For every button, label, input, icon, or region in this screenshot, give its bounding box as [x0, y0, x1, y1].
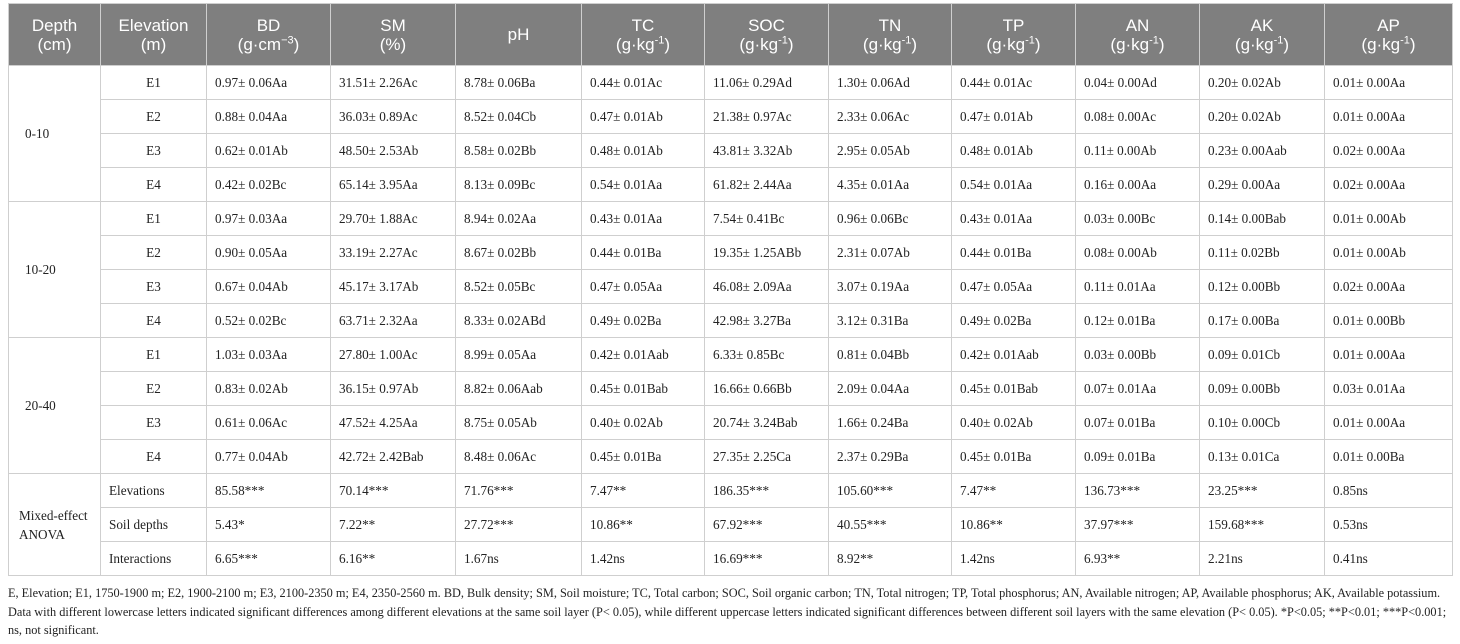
- column-header-unit: (m): [140, 34, 167, 54]
- value-cell: 0.43± 0.01Aa: [952, 202, 1076, 236]
- column-header: [1076, 4, 1200, 66]
- table-row: [9, 372, 1453, 406]
- value-cell: 0.44± 0.01Ba: [952, 236, 1076, 270]
- table-row: [9, 168, 1453, 202]
- value-cell: 0.49± 0.02Ba: [952, 304, 1076, 338]
- unit-close: ): [664, 34, 671, 54]
- elevation-cell: E3: [101, 406, 207, 440]
- unit-close: ): [1283, 34, 1290, 54]
- value-cell: 0.54± 0.01Aa: [952, 168, 1076, 202]
- value-cell: 8.94± 0.02Aa: [456, 202, 582, 236]
- value-cell: 0.01± 0.00Ab: [1325, 202, 1453, 236]
- value-cell: 4.35± 0.01Aa: [829, 168, 952, 202]
- table-header: [9, 4, 1453, 66]
- value-cell: 11.06± 0.29Ad: [705, 66, 829, 100]
- unit-base: (g·kg: [1110, 34, 1150, 54]
- value-cell: 31.51± 2.26Ac: [331, 66, 456, 100]
- elevation-cell: E2: [101, 236, 207, 270]
- value-cell: 0.42± 0.01Aab: [582, 338, 705, 372]
- table-footnote: E, Elevation; E1, 1750-1900 m; E2, 1900-2100 m; E3, 2100-2350 m; E4, 2350-2560 m. BD, Bulk density; SM, Soil moisture; TC, Total carbon; SOC, Soil organic carbon; TN, Total nitrogen; TP, Total phosphorus; AN, Available nitrogen; AP, Available phosphorus; AK, Available potassium. Data with different lowercase letters indicated significant differences among different elevations at the same soil layer (P< 0.05), while different uppercase letters indicated significant differences between different soil layers with the same elevation (P< 0.05). *P<0.05; **P<0.01; ***P<0.001; ns, not significant.: [8, 586, 1447, 637]
- column-header: [829, 4, 952, 66]
- value-cell: 36.15± 0.97Ab: [331, 372, 456, 406]
- anova-value-cell: 40.55***: [829, 508, 952, 542]
- anova-value-cell: 7.22**: [331, 508, 456, 542]
- table-row: [9, 202, 1453, 236]
- value-cell: 8.52± 0.05Bc: [456, 270, 582, 304]
- column-header-label: pH: [507, 25, 530, 44]
- unit-base: (g·cm: [237, 34, 282, 54]
- value-cell: 27.80± 1.00Ac: [331, 338, 456, 372]
- anova-value-cell: 6.65***: [207, 542, 331, 576]
- value-cell: 0.11± 0.02Bb: [1200, 236, 1325, 270]
- value-cell: 0.12± 0.01Ba: [1076, 304, 1200, 338]
- column-header-unit: [833, 35, 947, 54]
- value-cell: 0.08± 0.00Ab: [1076, 236, 1200, 270]
- elevation-cell: E4: [101, 168, 207, 202]
- column-header-unit: [709, 35, 824, 54]
- unit-close: ): [1409, 34, 1416, 54]
- value-cell: 0.07± 0.01Aa: [1076, 372, 1200, 406]
- value-cell: 0.03± 0.01Aa: [1325, 372, 1453, 406]
- anova-value-cell: 5.43*: [207, 508, 331, 542]
- anova-value-cell: 23.25***: [1200, 474, 1325, 508]
- table-row: [9, 236, 1453, 270]
- unit-exponent: -1: [654, 33, 665, 46]
- value-cell: 0.23± 0.00Aab: [1200, 134, 1325, 168]
- value-cell: 8.99± 0.05Aa: [456, 338, 582, 372]
- anova-row: [9, 542, 1453, 576]
- anova-value-cell: 136.73***: [1076, 474, 1200, 508]
- unit-exponent: -1: [1273, 33, 1284, 46]
- table-row: [9, 440, 1453, 474]
- soil-properties-table: [8, 3, 1453, 576]
- unit-base: (g·kg: [739, 34, 779, 54]
- value-cell: 0.45± 0.01Bab: [952, 372, 1076, 406]
- column-header: [1200, 4, 1325, 66]
- anova-value-cell: 8.92**: [829, 542, 952, 576]
- value-cell: 0.44± 0.01Ba: [582, 236, 705, 270]
- value-cell: 1.66± 0.24Ba: [829, 406, 952, 440]
- value-cell: 0.13± 0.01Ca: [1200, 440, 1325, 474]
- anova-value-cell: 0.85ns: [1325, 474, 1453, 508]
- unit-exponent: -1: [778, 33, 788, 46]
- value-cell: 1.30± 0.06Ad: [829, 66, 952, 100]
- column-header-unit: (%): [379, 34, 407, 54]
- value-cell: 0.43± 0.01Aa: [582, 202, 705, 236]
- anova-value-cell: 6.93**: [1076, 542, 1200, 576]
- value-cell: 8.33± 0.02ABd: [456, 304, 582, 338]
- column-header-label: AP: [1377, 15, 1400, 35]
- value-cell: 0.01± 0.00Ab: [1325, 236, 1453, 270]
- anova-value-cell: 7.47**: [582, 474, 705, 508]
- value-cell: 0.09± 0.01Ba: [1076, 440, 1200, 474]
- value-cell: 0.11± 0.00Ab: [1076, 134, 1200, 168]
- table-row: [9, 338, 1453, 372]
- value-cell: 2.31± 0.07Ab: [829, 236, 952, 270]
- value-cell: 0.61± 0.06Ac: [207, 406, 331, 440]
- value-cell: 0.45± 0.01Ba: [582, 440, 705, 474]
- unit-exponent: -1: [901, 33, 912, 46]
- value-cell: 0.20± 0.02Ab: [1200, 66, 1325, 100]
- value-cell: 2.37± 0.29Ba: [829, 440, 952, 474]
- anova-value-cell: 71.76***: [456, 474, 582, 508]
- column-header-unit: [956, 35, 1071, 54]
- value-cell: 0.90± 0.05Aa: [207, 236, 331, 270]
- unit-base: (g·kg: [615, 34, 655, 54]
- value-cell: 8.78± 0.06Ba: [456, 66, 582, 100]
- value-cell: 0.42± 0.01Aab: [952, 338, 1076, 372]
- anova-value-cell: 7.47**: [952, 474, 1076, 508]
- value-cell: 0.11± 0.01Aa: [1076, 270, 1200, 304]
- value-cell: 0.01± 0.00Ba: [1325, 440, 1453, 474]
- value-cell: 42.72± 2.42Bab: [331, 440, 456, 474]
- header-row: [9, 4, 1453, 66]
- elevation-cell: E2: [101, 100, 207, 134]
- anova-value-cell: 85.58***: [207, 474, 331, 508]
- value-cell: 3.12± 0.31Ba: [829, 304, 952, 338]
- anova-value-cell: 105.60***: [829, 474, 952, 508]
- value-cell: 0.54± 0.01Aa: [582, 168, 705, 202]
- column-header-unit: (cm): [37, 34, 72, 54]
- column-header: [101, 4, 207, 66]
- value-cell: 0.02± 0.00Aa: [1325, 168, 1453, 202]
- value-cell: 8.52± 0.04Cb: [456, 100, 582, 134]
- table-body: [9, 66, 1453, 576]
- column-header-label: TP: [1002, 15, 1025, 35]
- value-cell: 0.45± 0.01Bab: [582, 372, 705, 406]
- anova-value-cell: 159.68***: [1200, 508, 1325, 542]
- depth-cell: 0-10: [9, 66, 101, 202]
- column-header-label: SM: [380, 15, 406, 35]
- value-cell: 8.58± 0.02Bb: [456, 134, 582, 168]
- value-cell: 0.47± 0.01Ab: [582, 100, 705, 134]
- value-cell: 2.33± 0.06Ac: [829, 100, 952, 134]
- anova-value-cell: 67.92***: [705, 508, 829, 542]
- value-cell: 0.03± 0.00Bc: [1076, 202, 1200, 236]
- unit-exponent: -1: [1400, 33, 1410, 46]
- value-cell: 29.70± 1.88Ac: [331, 202, 456, 236]
- anova-factor-cell: Elevations: [101, 474, 207, 508]
- value-cell: 0.52± 0.02Bc: [207, 304, 331, 338]
- elevation-cell: E3: [101, 134, 207, 168]
- value-cell: 19.35± 1.25ABb: [705, 236, 829, 270]
- value-cell: 8.13± 0.09Bc: [456, 168, 582, 202]
- column-header: [1325, 4, 1453, 66]
- value-cell: 0.16± 0.00Aa: [1076, 168, 1200, 202]
- unit-close: ): [1034, 34, 1041, 54]
- anova-value-cell: 0.53ns: [1325, 508, 1453, 542]
- unit-exponent: −3: [281, 33, 294, 46]
- elevation-cell: E1: [101, 66, 207, 100]
- value-cell: 21.38± 0.97Ac: [705, 100, 829, 134]
- anova-label-cell: Mixed-effect ANOVA: [9, 474, 101, 576]
- value-cell: 8.75± 0.05Ab: [456, 406, 582, 440]
- column-header-unit: [586, 35, 700, 54]
- value-cell: 0.02± 0.00Aa: [1325, 270, 1453, 304]
- value-cell: 61.82± 2.44Aa: [705, 168, 829, 202]
- value-cell: 0.42± 0.02Bc: [207, 168, 331, 202]
- elevation-cell: E4: [101, 304, 207, 338]
- value-cell: 46.08± 2.09Aa: [705, 270, 829, 304]
- value-cell: 0.03± 0.00Bb: [1076, 338, 1200, 372]
- value-cell: 0.17± 0.00Ba: [1200, 304, 1325, 338]
- anova-value-cell: 37.97***: [1076, 508, 1200, 542]
- column-header: [952, 4, 1076, 66]
- value-cell: 27.35± 2.25Ca: [705, 440, 829, 474]
- column-header-label: AN: [1125, 15, 1150, 35]
- value-cell: 0.01± 0.00Aa: [1325, 100, 1453, 134]
- value-cell: 0.09± 0.00Bb: [1200, 372, 1325, 406]
- anova-value-cell: 16.69***: [705, 542, 829, 576]
- column-header: [582, 4, 705, 66]
- column-header-unit: [211, 35, 326, 54]
- value-cell: 3.07± 0.19Aa: [829, 270, 952, 304]
- value-cell: 0.07± 0.01Ba: [1076, 406, 1200, 440]
- value-cell: 2.95± 0.05Ab: [829, 134, 952, 168]
- table-row: [9, 406, 1453, 440]
- depth-cell: 10-20: [9, 202, 101, 338]
- value-cell: 1.03± 0.03Aa: [207, 338, 331, 372]
- value-cell: 0.08± 0.00Ac: [1076, 100, 1200, 134]
- unit-close: ): [293, 34, 300, 54]
- column-header-label: TN: [878, 15, 902, 35]
- value-cell: 0.14± 0.00Bab: [1200, 202, 1325, 236]
- value-cell: 0.40± 0.02Ab: [952, 406, 1076, 440]
- value-cell: 0.49± 0.02Ba: [582, 304, 705, 338]
- value-cell: 0.40± 0.02Ab: [582, 406, 705, 440]
- value-cell: 0.48± 0.01Ab: [952, 134, 1076, 168]
- anova-row: [9, 474, 1453, 508]
- value-cell: 0.47± 0.01Ab: [952, 100, 1076, 134]
- column-header-label: SOC: [748, 15, 785, 35]
- column-header-unit: [1329, 35, 1448, 54]
- column-header-label: Depth: [31, 15, 78, 35]
- value-cell: 0.02± 0.00Aa: [1325, 134, 1453, 168]
- value-cell: 33.19± 2.27Ac: [331, 236, 456, 270]
- value-cell: 0.47± 0.05Aa: [952, 270, 1076, 304]
- value-cell: 0.04± 0.00Ad: [1076, 66, 1200, 100]
- column-header-unit: [1080, 35, 1195, 54]
- unit-exponent: -1: [1025, 33, 1035, 46]
- unit-base: (g·kg: [862, 34, 902, 54]
- value-cell: 0.01± 0.00Bb: [1325, 304, 1453, 338]
- anova-value-cell: 2.21ns: [1200, 542, 1325, 576]
- anova-factor-cell: Soil depths: [101, 508, 207, 542]
- table-row: [9, 134, 1453, 168]
- anova-factor-cell: Interactions: [101, 542, 207, 576]
- value-cell: 0.67± 0.04Ab: [207, 270, 331, 304]
- unit-base: (g·kg: [986, 34, 1026, 54]
- column-header-label: AK: [1250, 15, 1274, 35]
- anova-value-cell: 70.14***: [331, 474, 456, 508]
- value-cell: 0.12± 0.00Bb: [1200, 270, 1325, 304]
- value-cell: 0.97± 0.03Aa: [207, 202, 331, 236]
- anova-value-cell: 27.72***: [456, 508, 582, 542]
- value-cell: 43.81± 3.32Ab: [705, 134, 829, 168]
- column-header: [705, 4, 829, 66]
- unit-base: (g·kg: [1361, 34, 1401, 54]
- value-cell: 0.09± 0.01Cb: [1200, 338, 1325, 372]
- value-cell: 0.01± 0.00Aa: [1325, 66, 1453, 100]
- anova-value-cell: 1.67ns: [456, 542, 582, 576]
- unit-close: ): [911, 34, 918, 54]
- value-cell: 2.09± 0.04Aa: [829, 372, 952, 406]
- value-cell: 47.52± 4.25Aa: [331, 406, 456, 440]
- unit-exponent: -1: [1149, 33, 1159, 46]
- elevation-cell: E4: [101, 440, 207, 474]
- elevation-cell: E2: [101, 372, 207, 406]
- value-cell: 0.10± 0.00Cb: [1200, 406, 1325, 440]
- value-cell: 0.83± 0.02Ab: [207, 372, 331, 406]
- value-cell: 16.66± 0.66Bb: [705, 372, 829, 406]
- value-cell: 8.48± 0.06Ac: [456, 440, 582, 474]
- value-cell: 7.54± 0.41Bc: [705, 202, 829, 236]
- value-cell: 0.29± 0.00Aa: [1200, 168, 1325, 202]
- value-cell: 0.01± 0.00Aa: [1325, 338, 1453, 372]
- value-cell: 0.48± 0.01Ab: [582, 134, 705, 168]
- value-cell: 8.82± 0.06Aab: [456, 372, 582, 406]
- value-cell: 48.50± 2.53Ab: [331, 134, 456, 168]
- anova-value-cell: 1.42ns: [952, 542, 1076, 576]
- unit-base: (g·kg: [1234, 34, 1274, 54]
- elevation-cell: E3: [101, 270, 207, 304]
- value-cell: 63.71± 2.32Aa: [331, 304, 456, 338]
- anova-value-cell: 0.41ns: [1325, 542, 1453, 576]
- elevation-cell: E1: [101, 338, 207, 372]
- value-cell: 0.97± 0.06Aa: [207, 66, 331, 100]
- depth-cell: 20-40: [9, 338, 101, 474]
- anova-value-cell: 186.35***: [705, 474, 829, 508]
- unit-close: ): [787, 34, 794, 54]
- column-header-unit: [1204, 35, 1320, 54]
- value-cell: 0.44± 0.01Ac: [952, 66, 1076, 100]
- value-cell: 42.98± 3.27Ba: [705, 304, 829, 338]
- table-row: [9, 270, 1453, 304]
- anova-value-cell: 6.16**: [331, 542, 456, 576]
- value-cell: 20.74± 3.24Bab: [705, 406, 829, 440]
- table-row: [9, 100, 1453, 134]
- column-header: [456, 4, 582, 66]
- value-cell: 65.14± 3.95Aa: [331, 168, 456, 202]
- column-header-label: Elevation: [118, 15, 189, 35]
- column-header: [9, 4, 101, 66]
- column-header: [207, 4, 331, 66]
- value-cell: 45.17± 3.17Ab: [331, 270, 456, 304]
- value-cell: 0.88± 0.04Aa: [207, 100, 331, 134]
- value-cell: 6.33± 0.85Bc: [705, 338, 829, 372]
- value-cell: 0.77± 0.04Ab: [207, 440, 331, 474]
- table-row: [9, 304, 1453, 338]
- value-cell: 0.62± 0.01Ab: [207, 134, 331, 168]
- anova-value-cell: 10.86**: [582, 508, 705, 542]
- value-cell: 0.81± 0.04Bb: [829, 338, 952, 372]
- value-cell: 0.47± 0.05Aa: [582, 270, 705, 304]
- value-cell: 0.01± 0.00Aa: [1325, 406, 1453, 440]
- value-cell: 0.44± 0.01Ac: [582, 66, 705, 100]
- value-cell: 0.96± 0.06Bc: [829, 202, 952, 236]
- value-cell: 0.20± 0.02Ab: [1200, 100, 1325, 134]
- anova-value-cell: 10.86**: [952, 508, 1076, 542]
- unit-close: ): [1158, 34, 1165, 54]
- column-header-label: BD: [256, 15, 281, 35]
- column-header: [331, 4, 456, 66]
- elevation-cell: E1: [101, 202, 207, 236]
- value-cell: 0.45± 0.01Ba: [952, 440, 1076, 474]
- column-header-label: TC: [631, 15, 655, 35]
- table-row: [9, 66, 1453, 100]
- anova-row: [9, 508, 1453, 542]
- anova-value-cell: 1.42ns: [582, 542, 705, 576]
- value-cell: 36.03± 0.89Ac: [331, 100, 456, 134]
- value-cell: 8.67± 0.02Bb: [456, 236, 582, 270]
